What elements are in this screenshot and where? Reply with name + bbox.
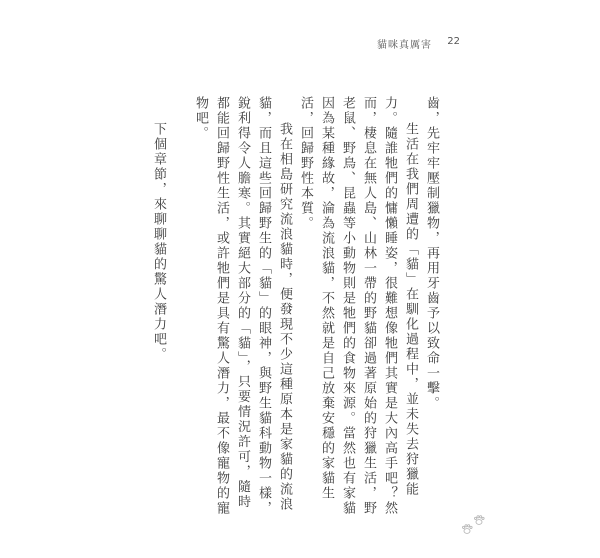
paragraph-closing: 下個章節，來聊聊貓的驚人潛力吧。 [151, 122, 166, 362]
paragraph-continuation: 齒，先牢牢壓制獵物，再用牙齒予以致命一擊。 [424, 96, 439, 411]
vertical-body-text [148, 96, 442, 516]
paragraph: 我在相島研究流浪貓時，便發現不少這種原本是家貓的流浪貓，而且這些回歸野生的「貓」的眼神，與野生貓科動物一樣，銳利得令人膽寒。其實絕大部分的「貓」，只要情況許可，隨時都能回歸野性生活，或許牠們是具有驚人潛力，最不像寵物的寵物吧。 [193, 96, 292, 516]
paragraph-spacer [169, 96, 190, 516]
paragraph: 生活在我們周遭的「貓」在馴化過程中，並未失去狩獵能力。隨誰牠們的慵懶睡姿，很難想像牠們其實是大內高手吧？然而，棲息在無人島、山林一帶的野貓卻過著原始的狩獵生活，野老鼠、野鳥、昆蟲等小動物則是牠們的食物來源。當然也有家貓因為某種緣故，淪為流浪貓，不然就是自己放棄安穩的家貓生活，回歸野性本質。 [298, 96, 418, 516]
running-title: 貓咪真厲害 [377, 40, 432, 51]
page-header [0, 36, 600, 52]
paw-prints-icon [460, 514, 488, 536]
page-number: 22 [447, 36, 460, 47]
